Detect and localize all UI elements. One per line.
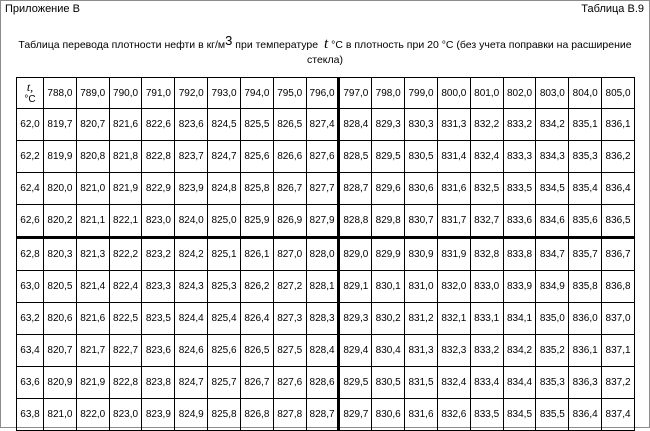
table-row [17,109,635,141]
row-temperature-cell: 62,0 [17,109,44,141]
density-value-cell: 832,8 [470,238,503,271]
density-value-cell: 825,8 [240,173,273,205]
density-value-cell: 825,8 [208,399,241,431]
density-value-cell: 830,5 [372,367,405,399]
table-caption [0,33,650,68]
density-value-cell: 828,7 [339,173,372,205]
table-row [17,399,635,431]
density-value-cell: 832,3 [437,335,470,367]
corner-unit: °С [24,93,36,105]
density-value-cell: 823,3 [142,271,175,303]
column-header-cell: 803,0 [536,78,569,109]
density-value-cell: 821,1 [76,205,109,238]
density-value-cell: 836,8 [602,271,635,303]
density-value-cell: 822,9 [142,173,175,205]
density-value-cell: 829,9 [372,238,405,271]
density-value-cell: 822,8 [142,141,175,173]
density-value-cell: 834,2 [503,335,536,367]
density-value-cell: 824,2 [175,238,208,271]
density-value-cell: 835,1 [569,109,602,141]
density-value-cell: 820,3 [44,238,77,271]
density-value-cell: 827,6 [273,367,306,399]
caption-temperature-symbol: t [324,36,329,52]
density-value-cell: 834,4 [503,367,536,399]
density-value-cell: 832,4 [470,141,503,173]
density-value-cell: 824,4 [175,303,208,335]
density-value-cell: 827,6 [306,141,339,173]
density-value-cell: 829,3 [339,303,372,335]
density-value-cell: 826,7 [240,367,273,399]
density-value-cell: 827,3 [273,303,306,335]
row-temperature-cell: 63,4 [17,335,44,367]
density-value-cell: 836,1 [602,109,635,141]
table-row [17,271,635,303]
density-value-cell: 831,3 [437,109,470,141]
density-value-cell: 825,4 [208,303,241,335]
density-value-cell: 835,6 [569,205,602,238]
density-value-cell: 830,2 [372,303,405,335]
density-value-cell: 833,6 [503,205,536,238]
density-value-cell: 827,8 [273,399,306,431]
density-value-cell: 820,2 [44,205,77,238]
density-value-cell: 831,6 [405,399,438,431]
density-value-cell: 837,4 [602,399,635,431]
density-value-cell: 820,9 [44,367,77,399]
density-value-cell: 821,4 [76,271,109,303]
density-value-cell: 822,4 [109,271,142,303]
density-value-cell: 831,3 [405,335,438,367]
density-value-cell: 821,7 [76,335,109,367]
density-value-cell: 828,8 [339,205,372,238]
table-row [17,173,635,205]
density-value-cell: 836,7 [602,238,635,271]
table-row [17,238,635,271]
density-value-cell: 827,4 [306,109,339,141]
density-value-cell: 830,6 [372,399,405,431]
density-value-cell: 821,6 [109,109,142,141]
density-value-cell: 824,3 [175,271,208,303]
density-value-cell: 835,3 [536,367,569,399]
density-value-cell: 832,2 [470,109,503,141]
density-value-cell: 827,0 [273,238,306,271]
table-row [17,335,635,367]
density-value-cell: 828,3 [306,303,339,335]
density-value-cell: 824,6 [175,335,208,367]
density-value-cell: 835,3 [569,141,602,173]
density-value-cell: 823,9 [142,399,175,431]
density-value-cell: 823,2 [142,238,175,271]
density-value-cell: 828,7 [306,399,339,431]
density-value-cell: 822,0 [76,399,109,431]
density-value-cell: 834,5 [536,173,569,205]
density-value-cell: 832,4 [437,367,470,399]
column-header-cell: 804,0 [569,78,602,109]
density-value-cell: 820,7 [44,335,77,367]
density-value-cell: 837,1 [602,335,635,367]
density-value-cell: 826,5 [240,335,273,367]
density-value-cell: 828,1 [306,271,339,303]
density-value-cell: 832,1 [437,303,470,335]
column-header-cell: 795,0 [273,78,306,109]
row-temperature-cell: 63,6 [17,367,44,399]
density-value-cell: 823,0 [109,399,142,431]
density-value-cell: 826,6 [273,141,306,173]
density-value-cell: 824,8 [208,173,241,205]
density-value-cell: 825,6 [240,141,273,173]
density-value-cell: 824,0 [175,205,208,238]
density-value-cell: 831,5 [405,367,438,399]
density-value-cell: 823,5 [142,303,175,335]
density-value-cell: 821,3 [76,238,109,271]
column-header-cell: 788,0 [44,78,77,109]
density-value-cell: 826,1 [240,238,273,271]
density-conversion-table [16,77,635,431]
density-value-cell: 834,3 [536,141,569,173]
density-value-cell: 834,2 [536,109,569,141]
density-value-cell: 827,9 [306,205,339,238]
density-value-cell: 823,8 [142,367,175,399]
density-value-cell: 825,0 [208,205,241,238]
density-value-cell: 836,4 [602,173,635,205]
density-value-cell: 832,7 [470,205,503,238]
table-row [17,205,635,238]
density-value-cell: 833,5 [470,399,503,431]
density-value-cell: 830,1 [372,271,405,303]
density-value-cell: 831,7 [437,205,470,238]
density-value-cell: 822,5 [109,303,142,335]
row-temperature-cell: 62,8 [17,238,44,271]
density-value-cell: 820,6 [44,303,77,335]
column-header-cell: 805,0 [602,78,635,109]
column-header-cell: 797,0 [339,78,372,109]
density-value-cell: 824,7 [175,367,208,399]
density-value-cell: 820,8 [76,141,109,173]
density-value-cell: 820,7 [76,109,109,141]
density-value-cell: 821,8 [109,141,142,173]
density-value-cell: 824,9 [175,399,208,431]
density-value-cell: 822,7 [109,335,142,367]
density-value-cell: 833,4 [470,367,503,399]
density-value-cell: 833,1 [470,303,503,335]
row-temperature-cell: 63,8 [17,399,44,431]
density-value-cell: 821,9 [76,367,109,399]
density-value-cell: 828,4 [306,335,339,367]
density-value-cell: 821,9 [109,173,142,205]
density-value-cell: 823,6 [142,335,175,367]
density-value-cell: 835,4 [569,173,602,205]
density-value-cell: 835,8 [569,271,602,303]
density-value-cell: 827,2 [273,271,306,303]
density-value-cell: 829,8 [372,205,405,238]
density-value-cell: 826,4 [240,303,273,335]
density-value-cell: 830,5 [405,141,438,173]
density-value-cell: 834,1 [503,303,536,335]
row-temperature-cell: 62,6 [17,205,44,238]
density-value-cell: 836,4 [569,399,602,431]
column-header-cell: 789,0 [76,78,109,109]
density-value-cell: 829,7 [339,399,372,431]
row-temperature-cell: 62,4 [17,173,44,205]
density-value-cell: 835,7 [569,238,602,271]
density-value-cell: 832,5 [470,173,503,205]
density-value-cell: 823,9 [175,173,208,205]
density-value-cell: 825,7 [208,367,241,399]
density-value-cell: 825,1 [208,238,241,271]
column-header-cell: 802,0 [503,78,536,109]
density-value-cell: 826,8 [240,399,273,431]
density-value-cell: 830,4 [372,335,405,367]
density-value-cell: 819,9 [44,141,77,173]
density-value-cell: 821,0 [44,399,77,431]
caption-superscript: 3 [225,33,233,48]
density-value-cell: 833,0 [470,271,503,303]
density-value-cell: 822,6 [142,109,175,141]
header-row [17,78,635,109]
column-header-cell: 798,0 [372,78,405,109]
density-value-cell: 822,8 [109,367,142,399]
density-value-cell: 830,6 [405,173,438,205]
density-value-cell: 828,0 [306,238,339,271]
table-number: Таблица В.9 [581,3,644,15]
column-header-cell: 799,0 [405,78,438,109]
density-value-cell: 829,4 [339,335,372,367]
density-value-cell: 834,9 [536,271,569,303]
table-row [17,141,635,173]
density-value-cell: 833,2 [470,335,503,367]
density-value-cell: 826,5 [273,109,306,141]
density-value-cell: 824,7 [208,141,241,173]
density-value-cell: 828,6 [306,367,339,399]
density-value-cell: 828,4 [339,109,372,141]
density-value-cell: 833,8 [503,238,536,271]
density-value-cell: 835,0 [536,303,569,335]
density-value-cell: 832,0 [437,271,470,303]
density-value-cell: 830,7 [405,205,438,238]
density-value-cell: 832,6 [437,399,470,431]
column-header-cell: 796,0 [306,78,339,109]
table-row [17,303,635,335]
density-value-cell: 829,5 [339,367,372,399]
density-value-cell: 836,5 [602,205,635,238]
density-value-cell: 825,3 [208,271,241,303]
density-value-cell: 836,1 [569,335,602,367]
column-header-cell: 793,0 [208,78,241,109]
density-value-cell: 830,3 [405,109,438,141]
density-value-cell: 823,0 [142,205,175,238]
row-temperature-cell: 63,2 [17,303,44,335]
density-value-cell: 825,5 [240,109,273,141]
corner-cell [17,78,44,109]
density-value-cell: 829,0 [339,238,372,271]
density-value-cell: 831,9 [437,238,470,271]
caption-text-1: Таблица перевода плотности нефти в кг/м [18,39,226,51]
density-value-cell: 833,5 [503,173,536,205]
density-value-cell: 835,5 [536,399,569,431]
density-value-cell: 821,0 [76,173,109,205]
density-value-cell: 826,2 [240,271,273,303]
density-value-cell: 836,3 [569,367,602,399]
density-value-cell: 824,5 [208,109,241,141]
density-value-cell: 820,0 [44,173,77,205]
density-value-cell: 826,9 [273,205,306,238]
density-value-cell: 830,9 [405,238,438,271]
density-value-cell: 834,7 [536,238,569,271]
density-value-cell: 823,7 [175,141,208,173]
density-value-cell: 829,3 [372,109,405,141]
density-value-cell: 826,7 [273,173,306,205]
caption-text-2: при температуре [235,39,319,51]
column-header-cell: 801,0 [470,78,503,109]
density-value-cell: 833,2 [503,109,536,141]
column-header-cell: 792,0 [175,78,208,109]
density-value-cell: 829,6 [372,173,405,205]
density-value-cell: 831,2 [405,303,438,335]
density-value-cell: 835,2 [536,335,569,367]
density-value-cell: 833,9 [503,271,536,303]
density-value-cell: 837,2 [602,367,635,399]
row-temperature-cell: 62,2 [17,141,44,173]
table-row [17,367,635,399]
density-value-cell: 828,5 [339,141,372,173]
density-value-cell: 825,6 [208,335,241,367]
density-value-cell: 836,2 [602,141,635,173]
density-value-cell: 819,7 [44,109,77,141]
density-value-cell: 836,0 [569,303,602,335]
column-header-cell: 794,0 [240,78,273,109]
density-value-cell: 820,5 [44,271,77,303]
density-value-cell: 827,5 [273,335,306,367]
density-value-cell: 829,5 [372,141,405,173]
density-value-cell: 827,7 [306,173,339,205]
density-value-cell: 829,1 [339,271,372,303]
density-value-cell: 825,9 [240,205,273,238]
density-value-cell: 822,1 [109,205,142,238]
density-value-cell: 822,2 [109,238,142,271]
caption-text-3: °С в плотность при 20 °С (без учета поправки на расширение стекла) [307,39,632,66]
row-temperature-cell: 63,0 [17,271,44,303]
density-value-cell: 821,6 [76,303,109,335]
column-header-cell: 800,0 [437,78,470,109]
density-value-cell: 837,0 [602,303,635,335]
density-value-cell: 834,6 [536,205,569,238]
column-header-cell: 790,0 [109,78,142,109]
density-value-cell: 833,3 [503,141,536,173]
appendix-label: Приложение В [5,3,80,15]
density-value-cell: 823,6 [175,109,208,141]
density-value-cell: 831,0 [405,271,438,303]
corner-temperature-symbol: t, [26,79,34,94]
density-value-cell: 834,5 [503,399,536,431]
density-value-cell: 831,4 [437,141,470,173]
density-value-cell: 831,6 [437,173,470,205]
column-header-cell: 791,0 [142,78,175,109]
